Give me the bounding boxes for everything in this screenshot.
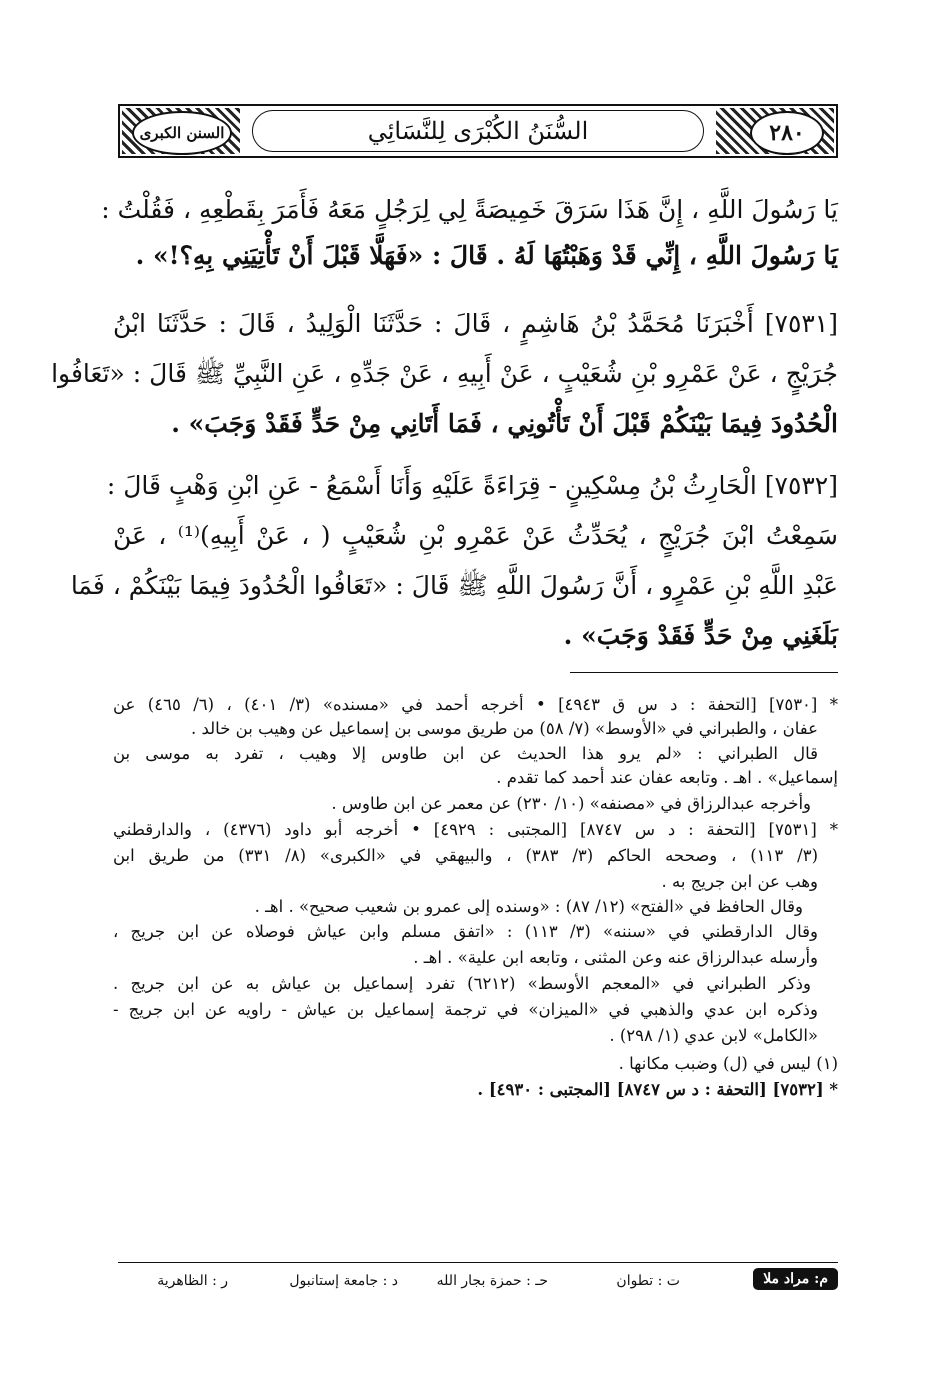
footer-separator — [118, 1262, 838, 1263]
text-line: الْحُدُودَ فِيمَا بَيْنَكُمْ قَبْلَ أَنْ تَأْتُونِي ، فَمَا أَتَانِي مِنْ حَدٍّ فَقَدْ وَجَبَ» . — [171, 409, 838, 438]
text-line: بَلَغَنِي مِنْ حَدٍّ فَقَدْ وَجَبَ» . — [563, 621, 838, 650]
footnote-line: وهب عن ابن جريج به . — [661, 872, 818, 891]
text-line: عَبْدِ اللَّهِ بْنِ عَمْرٍو ، أَنَّ رَسُولَ اللَّهِ ﷺ قَالَ : «تَعَافُوا الْحُدُودَ فِيمَا بَيْنَكُمْ ، فَمَا — [70, 571, 838, 600]
siglum-r: ر : الظاهرية — [157, 1273, 228, 1289]
footnote-line: عفان ، والطبراني في «الأوسط» (٧/ ٥٨) من طريق موسى بن إسماعيل عن وهيب بن خالد . — [191, 719, 818, 738]
manuscript-sigla-footer — [113, 1268, 838, 1294]
page-number: ٢٨٠ — [750, 111, 824, 155]
footnote-line: قال الطبراني : «لم يرو هذا الحديث عن ابن طاوس إلا وهيب ، تفرد به موسى بن — [113, 744, 818, 763]
book-logo — [132, 111, 232, 155]
footnote-line: إسماعيل» . اهـ . وتابعه عفان عند أحمد كما تقدم . — [496, 768, 838, 787]
footnote-line: (٣/ ١١٣) ، وصححه الحاكم (٣/ ٣٨٣) ، والبيهقي في «الكبرى» (٨/ ٣٣١) من طريق ابن — [113, 846, 818, 865]
footnote-line: وذكر الطبراني في «المعجم الأوسط» (٦٢١٢) تفرد إسماعيل بن عياش به عن ابن جريج . — [113, 974, 811, 993]
siglum-m: م: مراد ملا — [753, 1268, 838, 1290]
siglum-t: ت : تطوان — [616, 1273, 680, 1289]
text-line: يَا رَسُولَ اللَّهِ ، إِنِّي قَدْ وَهَبْتُهَا لَهُ . قَالَ : «فَهَلَّا قَبْلَ أَنْ تَأْتِيَنِي بِهِ؟!» . — [135, 241, 838, 270]
text-line: يَا رَسُولَ اللَّهِ ، إِنَّ هَذَا سَرَقَ خَمِيصَةً لِي لِرَجُلٍ مَعَهُ فَأَمَرَ بِقَطْعِهِ ، فَقُلْتُ : — [101, 195, 838, 224]
logo-text: السنن الكبرى — [139, 124, 225, 142]
footnote-line: * [٧٥٣١] [التحفة : د س ٨٧٤٧] [المجتبى : ٤٩٢٩] • أخرجه أبو داود (٤٣٧٦) ، والدارقطني — [113, 820, 839, 839]
footnote-line: وقال الحافظ في «الفتح» (١٢/ ٨٧) : «وسنده إلى عمرو بن شعيب صحيح» . اهـ . — [254, 897, 803, 916]
text-line: سَمِعْتُ ابْنَ جُرَيْجٍ ، يُحَدِّثُ عَنْ عَمْرِو بْنِ شُعَيْبٍ ( ، عَنْ أَبِيهِ)⁽¹⁾ ، عَنْ — [113, 521, 838, 550]
footnote-separator — [570, 672, 838, 673]
page-header — [118, 104, 838, 158]
footnote-line: * [٧٥٣٢] [التحفة : د س ٨٧٤٧] [المجتبى : ٤٩٣٠] . — [477, 1080, 838, 1099]
hadith-7532-line: [٧٥٣٢] الْحَارِثُ بْنُ مِسْكِينٍ - قِرَاءَةً عَلَيْهِ وَأَنَا أَسْمَعُ - عَنِ ابْنِ وَهْبٍ قَالَ : — [106, 471, 838, 500]
footnote-line: * [٧٥٣٠] [التحفة : د س ق ٤٩٤٣] • أخرجه أحمد في «مسنده» (٣/ ٤٠١) ، (٦/ ٤٦٥) عن — [113, 695, 838, 714]
text-line: جُرَيْجٍ ، عَنْ عَمْرِو بْنِ شُعَيْبٍ ، عَنْ أَبِيهِ ، عَنْ جَدِّهِ ، عَنِ النَّبِيِّ ﷺ قَالَ : «تَعَافُوا — [51, 359, 838, 388]
footnote-line: وقال الدارقطني في «سننه» (٣/ ١١٣) : «اتفق مسلم وابن عياش فوصلاه عن ابن جريج ، — [113, 922, 818, 941]
siglum-h: حـ : حمزة بجار الله — [436, 1273, 548, 1289]
footnote-line: وأخرجه عبدالرزاق في «مصنفه» (١٠/ ٢٣٠) عن معمر عن ابن طاوس . — [331, 794, 811, 813]
hadith-7531-line: [٧٥٣١] أَخْبَرَنَا مُحَمَّدُ بْنُ هَاشِمٍ ، قَالَ : حَدَّثَنَا الْوَلِيدُ ، قَالَ : حَدَّثَنَا ابْنُ — [113, 309, 838, 338]
footnote-line: وذكره ابن عدي والذهبي في «الميزان» في ترجمة إسماعيل بن عياش - راويه عن ابن جريج - — [113, 1000, 818, 1019]
siglum-d: د : جامعة إستانبول — [289, 1273, 398, 1289]
footnote-line: وأرسله عبدالرزاق عنه وعن المثنى ، وتابعه ابن علية» . اهـ . — [413, 948, 818, 967]
footnote-line: «الكامل» لابن عدي (١/ ٢٩٨) . — [609, 1026, 818, 1045]
running-title: السُّنَنُ الكُبْرَى لِلنَّسَائِي — [252, 110, 704, 152]
footnote-line: (١) ليس في (ل) وضبب مكانها . — [618, 1054, 838, 1073]
